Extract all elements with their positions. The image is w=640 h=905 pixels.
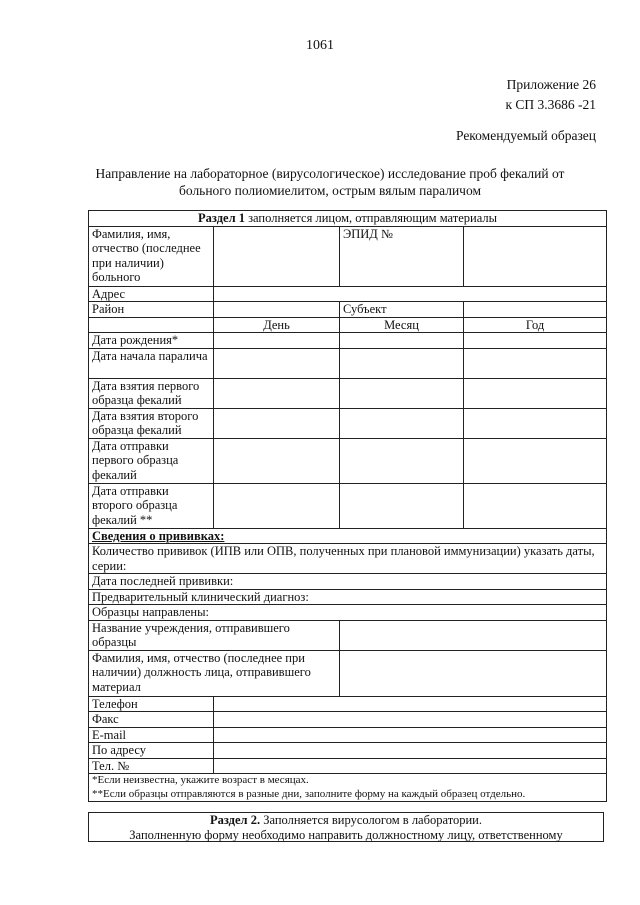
institution-label: Название учреждения, отправившего образцы (89, 620, 340, 650)
epid-label: ЭПИД № (340, 226, 464, 286)
month-field[interactable] (340, 483, 464, 528)
district-label: Район (89, 302, 214, 318)
referral-form-table (88, 210, 607, 802)
document-title (90, 165, 570, 199)
last-vaccination-field[interactable]: Дата последней прививки: (89, 574, 607, 590)
col-month-header: Месяц (340, 317, 464, 333)
patient-name-field[interactable] (214, 226, 340, 286)
by-address-field[interactable] (214, 743, 607, 759)
sender-name-label: Фамилия, имя, отчество (последнее при наличии) должность лица, отправившего материал (89, 650, 340, 696)
fax-label: Факс (89, 712, 214, 728)
page-number: 1061 (306, 38, 334, 53)
date-row-label: Дата рождения* (89, 333, 214, 349)
section2-heading: Раздел 2. Заполняется вирусологом в лаборатории. (210, 813, 482, 827)
day-field[interactable] (214, 438, 340, 483)
footnote-1: *Если неизвестна, укажите возраст в месяцах. (92, 774, 309, 786)
title-line-2: больного полиомиелитом, острым вялым параличом (179, 183, 481, 198)
samples-sent-label: Образцы направлены: (89, 605, 607, 621)
phone-field[interactable] (214, 696, 607, 712)
footnote-2: **Если образцы отправляются в разные дни, заполните форму на каждый образец отдельно. (92, 787, 526, 800)
title-line-1: Направление на лабораторное (вирусологическое) исследование проб фекалий от (95, 166, 565, 181)
subject-field[interactable] (464, 302, 607, 318)
vaccination-count-field[interactable]: Количество прививок (ИПВ или ОПВ, полученных при плановой иммунизации) указать даты, серии: (89, 544, 607, 574)
vaccination-heading: Сведения о прививках: (89, 528, 607, 544)
year-field[interactable] (464, 333, 607, 349)
footnotes (89, 774, 607, 802)
subject-label: Субъект (340, 302, 464, 318)
appendix-label: Приложение 26 (506, 77, 596, 92)
address-field[interactable] (214, 286, 607, 302)
day-field[interactable] (214, 378, 340, 408)
epid-field[interactable] (464, 226, 607, 286)
month-field[interactable] (340, 348, 464, 378)
email-field[interactable] (214, 727, 607, 743)
date-row-label: Дата взятия второго образца фекалий (89, 408, 214, 438)
by-address-label: По адресу (89, 743, 214, 759)
address-label: Адрес (89, 286, 214, 302)
day-field[interactable] (214, 333, 340, 349)
year-field[interactable] (464, 483, 607, 528)
day-field[interactable] (214, 348, 340, 378)
date-row-label: Дата отправки второго образца фекалий ** (89, 483, 214, 528)
month-field[interactable] (340, 408, 464, 438)
month-field[interactable] (340, 378, 464, 408)
col-year-header: Год (464, 317, 607, 333)
year-field[interactable] (464, 408, 607, 438)
date-row-label: Дата отправки первого образца фекалий (89, 438, 214, 483)
tel-label: Тел. № (89, 758, 214, 774)
sample-type-label: Рекомендуемый образец (455, 128, 596, 143)
sender-name-field[interactable] (340, 650, 607, 696)
col-day-header: День (214, 317, 340, 333)
section1-heading: Раздел 1 заполняется лицом, отправляющим материалы (89, 211, 607, 227)
section2-box (88, 812, 604, 842)
month-field[interactable] (340, 333, 464, 349)
phone-label: Телефон (89, 696, 214, 712)
year-field[interactable] (464, 378, 607, 408)
year-field[interactable] (464, 438, 607, 483)
email-label: E-mail (89, 727, 214, 743)
day-field[interactable] (214, 408, 340, 438)
institution-field[interactable] (340, 620, 607, 650)
date-row-label: Дата начала паралича (89, 348, 214, 378)
reference-label: к СП 3.3686 -21 (505, 97, 596, 112)
day-field[interactable] (214, 483, 340, 528)
month-field[interactable] (340, 438, 464, 483)
fax-field[interactable] (214, 712, 607, 728)
date-row-label: Дата взятия первого образца фекалий (89, 378, 214, 408)
year-field[interactable] (464, 348, 607, 378)
district-field[interactable] (214, 302, 340, 318)
date-header-blank (89, 317, 214, 333)
section2-line-2: Заполненную форму необходимо направить должностному лицу, ответственному (129, 828, 563, 842)
tel-field[interactable] (214, 758, 607, 774)
preliminary-diagnosis-field[interactable]: Предварительный клинический диагноз: (89, 589, 607, 605)
patient-name-label: Фамилия, имя, отчество (последнее при наличии) больного (89, 226, 214, 286)
